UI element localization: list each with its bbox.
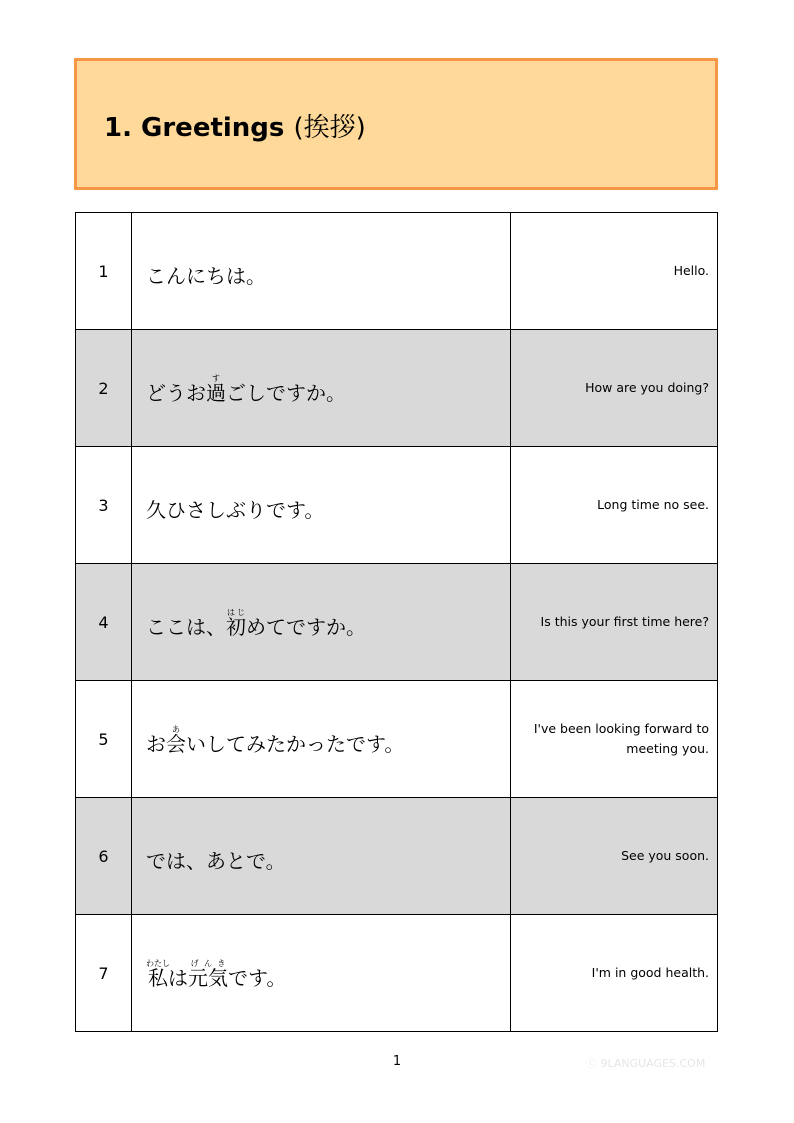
kanji-base: 私 [146,965,170,990]
english-translation: Long time no see. [511,447,718,564]
phrase-text: どうお [146,380,206,405]
english-translation: I've been looking forward to meeting you. [511,681,718,798]
furigana-word [206,373,226,405]
table-row [76,447,718,564]
kanji-base: 初 [226,614,246,639]
english-translation: See you soon. [511,798,718,915]
english-translation: Is this your first time here? [511,564,718,681]
phrase-text: ここは、 [146,614,226,639]
table-row [76,330,718,447]
japanese-phrase [132,330,511,447]
japanese-phrase [132,915,511,1032]
japanese-phrase [132,447,511,564]
phrase-text: では、あとで。 [146,848,286,873]
phrase-text: いしてみたかったです。 [186,731,405,756]
furigana-word [146,958,170,990]
table-row [76,681,718,798]
phrase-text: めてですか。 [246,614,366,639]
furigana-reading: わたし [146,958,170,968]
furigana-word [166,724,186,756]
japanese-phrase [132,798,511,915]
page-number: 1 [392,1054,402,1069]
section-title-box [74,58,718,190]
furigana-reading: す [206,373,226,383]
kanji-base: 過 [206,380,226,405]
furigana-word [226,607,246,639]
row-number: 6 [76,798,132,915]
row-number: 2 [76,330,132,447]
watermark: ⓒ 9LANGUAGES.COM [586,1057,706,1070]
row-number: 1 [76,213,132,330]
table-row [76,213,718,330]
row-number: 7 [76,915,132,1032]
table-row [76,798,718,915]
phrase-text: こんにちは。 [146,263,266,288]
phrase-text: は [168,965,188,990]
section-title-main: 1. Greetings [104,113,285,143]
phrase-text: です。 [228,965,287,990]
phrase-table [75,212,718,1032]
kanji-base: 元気 [188,965,228,990]
furigana-reading: げんき [188,958,228,968]
furigana-reading: はじ [226,607,246,617]
section-title-japanese: (挨拶) [293,113,366,143]
table-row [76,564,718,681]
furigana-reading: あ [166,724,186,734]
japanese-phrase [132,681,511,798]
japanese-phrase [132,213,511,330]
phrase-text: 久ひさしぶりです。 [146,497,325,522]
table-row [76,915,718,1032]
phrase-text: お [146,731,166,756]
kanji-base: 会 [166,731,186,756]
furigana-word [188,958,228,990]
row-number: 5 [76,681,132,798]
row-number: 4 [76,564,132,681]
japanese-phrase [132,564,511,681]
phrase-text: ごしですか。 [226,380,346,405]
english-translation: I'm in good health. [511,915,718,1032]
section-title [104,107,366,144]
row-number: 3 [76,447,132,564]
english-translation: Hello. [511,213,718,330]
english-translation: How are you doing? [511,330,718,447]
